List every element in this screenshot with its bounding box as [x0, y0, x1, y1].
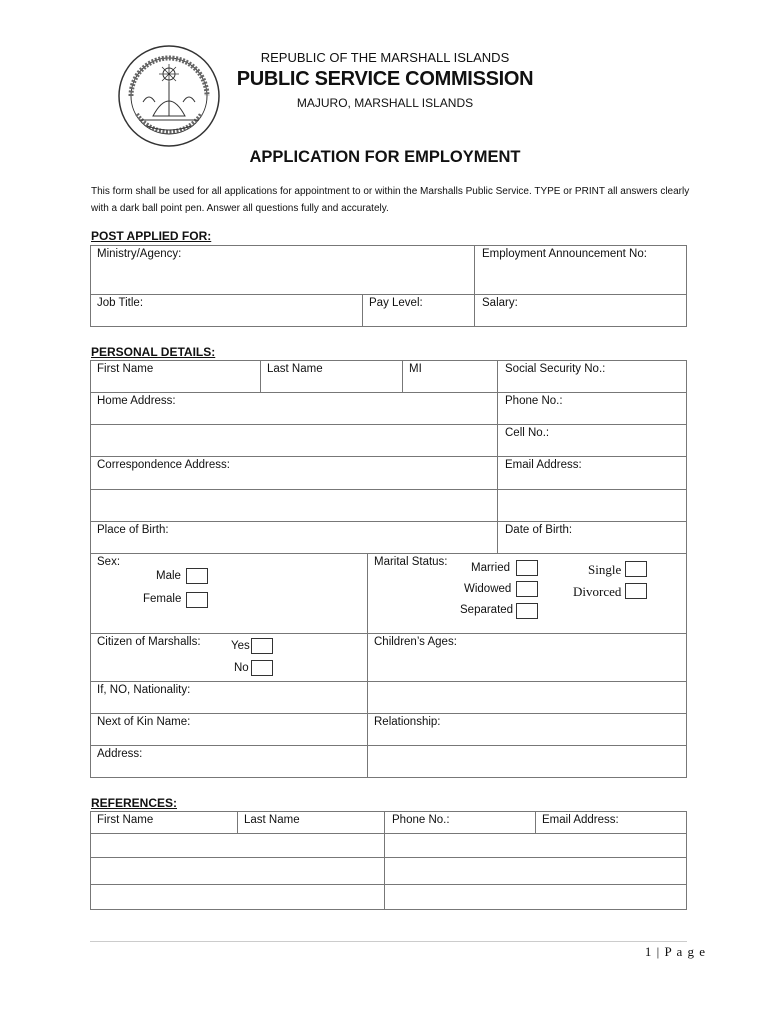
reference-email-header: Email Address: [542, 814, 619, 826]
ministry-field-label[interactable]: Ministry/Agency: [97, 248, 182, 260]
ssn-field-label[interactable]: Social Security No.: [505, 363, 606, 375]
single-label: Single [588, 562, 622, 577]
reference-phone-header: Phone No.: [392, 814, 450, 826]
childrens-ages-field-label[interactable]: Children’s Ages: [374, 636, 457, 648]
sex-label: Sex: [97, 556, 121, 568]
page-number: 1 | P a g e [644, 944, 706, 959]
widowed-label: Widowed [464, 583, 512, 595]
header-commission: PUBLIC SERVICE COMMISSION [236, 68, 534, 90]
correspondence-address-field-label[interactable]: Correspondence Address: [97, 459, 230, 471]
form-instructions: This form shall be used for all applications for appointment to or within the Marshalls Public Service. TYPE or PRINT all answers clearly with a dark ball point pen. Answer all questions fully and accurately. [91, 186, 690, 214]
cell-field-label[interactable]: Cell No.: [505, 427, 550, 439]
citizen-yes-checkbox[interactable] [251, 638, 273, 654]
place-of-birth-field-label[interactable]: Place of Birth: [97, 524, 169, 536]
first-name-field-label[interactable]: First Name [97, 363, 154, 375]
email-field-label[interactable]: Email Address: [505, 459, 582, 471]
female-checkbox[interactable] [186, 592, 208, 608]
next-of-kin-field-label[interactable]: Next of Kin Name: [97, 716, 191, 728]
citizen-no-label: No [234, 662, 249, 674]
widowed-checkbox[interactable] [516, 581, 538, 597]
separated-label: Separated [460, 604, 514, 616]
citizen-no-checkbox[interactable] [251, 660, 273, 676]
citizen-yes-label: Yes [231, 640, 250, 652]
announcement-field-label[interactable]: Employment Announcement No: [482, 248, 647, 260]
male-label: Male [156, 570, 181, 582]
married-label: Married [471, 562, 510, 574]
relationship-field-label[interactable]: Relationship: [374, 716, 441, 728]
married-checkbox[interactable] [516, 560, 538, 576]
separated-checkbox[interactable] [516, 603, 538, 619]
pay-level-field-label[interactable]: Pay Level: [369, 297, 423, 309]
male-checkbox[interactable] [186, 568, 208, 584]
post-section-heading: POST APPLIED FOR: [91, 229, 212, 243]
references-section-heading: REFERENCES: [91, 796, 178, 810]
header-republic: REPUBLIC OF THE MARSHALL ISLANDS [260, 50, 510, 65]
personal-section-heading: PERSONAL DETAILS: [91, 345, 216, 359]
nationality-field-label[interactable]: If, NO, Nationality: [97, 684, 191, 696]
divorced-label: Divorced [573, 584, 622, 599]
middle-initial-field-label[interactable]: MI [409, 363, 422, 375]
single-checkbox[interactable] [625, 561, 647, 577]
salary-field-label[interactable]: Salary: [482, 297, 518, 309]
last-name-field-label[interactable]: Last Name [267, 363, 323, 375]
reference-last-name-header: Last Name [244, 814, 300, 826]
marital-status-label: Marital Status: [374, 556, 448, 568]
kin-address-field-label[interactable]: Address: [97, 748, 143, 760]
female-label: Female [143, 593, 182, 605]
header-location: MAJURO, MARSHALL ISLANDS [296, 96, 474, 110]
phone-field-label[interactable]: Phone No.: [505, 395, 563, 407]
footer-divider [90, 941, 687, 942]
citizen-label: Citizen of Marshalls: [97, 636, 201, 648]
divorced-checkbox[interactable] [625, 583, 647, 599]
job-title-field-label[interactable]: Job Title: [97, 297, 144, 309]
home-address-field-label[interactable]: Home Address: [97, 395, 176, 407]
date-of-birth-field-label[interactable]: Date of Birth: [505, 524, 573, 536]
reference-first-name-header: First Name [97, 814, 154, 826]
form-title: APPLICATION FOR EMPLOYMENT [249, 148, 521, 166]
